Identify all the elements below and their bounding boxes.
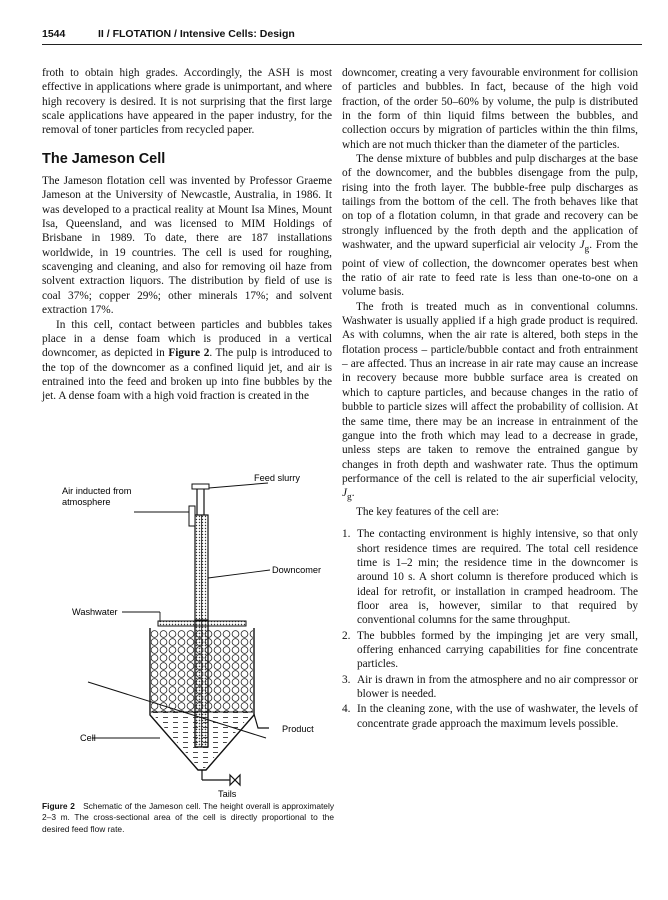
label-tails: Tails bbox=[218, 789, 237, 799]
paragraph-history: The Jameson flotation cell was invented by Professor Graeme Jameson at the University of Newcastle, Australia, in 1986. It was developed to a practical reality at Mount Isa Mines, Mount Isa, Queensland, and was licensed to MIM Holdings of Brisbane in 1989. To date, there are 187 installations worldwide, in 19 countries. The cell is used for roughing, scavenging and cleaning, and also for removing oil haze from solvent extraction liquors. The distribution by field of use is coal 37%; copper 29%; other minerals 17%; and solvent extraction 17%. bbox=[42, 175, 332, 317]
jg-subscript-2: g bbox=[347, 492, 352, 503]
tails-valve-icon bbox=[230, 775, 240, 785]
mechanism-text-b: . The pulp is introduced to the top of the downcomer as a confined liquid jet, and air is entrained into the feed and broken up into fine bubbles by the jet. A dense foam with a high void fraction is created in the bbox=[42, 347, 332, 403]
label-air-inducted-1: Air inducted from bbox=[62, 486, 132, 496]
tails-pipe bbox=[202, 770, 240, 785]
paragraph-froth bbox=[342, 152, 638, 300]
label-washwater: Washwater bbox=[72, 607, 118, 617]
label-air-inducted-2: atmosphere bbox=[62, 497, 111, 507]
page-number: 1544 bbox=[42, 28, 66, 40]
paragraph-downcomer: downcomer, creating a very favourable environment for collision of particles and bubbles. In fact, because of the high void fraction, of the order 50–60% by volume, the pulp is distributed in the form of thin liquid films between the bubbles, and collection occurs by migration of particles within the thin films, which are not much thicker than the diameter of the particles. bbox=[342, 67, 638, 151]
flotation-cell-tank bbox=[150, 620, 254, 770]
label-downcomer: Downcomer bbox=[272, 565, 322, 575]
figure-caption bbox=[42, 801, 334, 835]
section-heading: The Jameson Cell bbox=[42, 150, 166, 167]
feed-pipe bbox=[192, 483, 268, 515]
jg-subscript: g bbox=[584, 244, 590, 255]
air-inlet bbox=[134, 506, 195, 526]
paragraph-intro: froth to obtain high grades. Accordingly, the ASH is most effective in applications where grade is unimportant, and where high recovery is desired. It is not surprising that the first large scale applications have appeared in the paper industry, for the removal of toner particles from recycled paper. bbox=[42, 67, 332, 137]
right-column bbox=[342, 66, 638, 732]
list-item: 1. The contacting environment is highly intensive, so that only short residence times are required. The total cell residence time is 1–2 min; the residence time in the downcomer is around 10 s. A short column is therefore produced which is ideal for retrofit, or installation in cramped headroom. The floor area is, however, similar to that required by conventional columns for the same throughput. bbox=[342, 528, 638, 627]
product-launder bbox=[254, 714, 269, 728]
paragraph-key-features: The key features of the cell are: bbox=[356, 505, 500, 518]
washwater-text-b: . bbox=[351, 487, 355, 500]
froth-text-b: . From the point of view of collection, the downcomer operates best when the ratio of air rate to feed rate is less than one-to-one on a volume basis. bbox=[342, 239, 638, 299]
list-item: 3. Air is drawn in from the atmosphere and no air compressor or blower is needed. bbox=[342, 673, 638, 700]
jg-symbol: J bbox=[579, 239, 585, 252]
left-column bbox=[42, 66, 332, 404]
list-item: 2. The bubbles formed by the impinging jet are very small, offering enhanced carrying capabilities for fine concentrate particles. bbox=[342, 629, 638, 671]
running-title: II / FLOTATION / Intensive Cells: Design bbox=[98, 28, 295, 40]
paragraph-washwater bbox=[342, 300, 638, 505]
label-product: Product bbox=[282, 724, 314, 734]
paragraph-mechanism bbox=[42, 318, 332, 404]
jg-symbol-2: J bbox=[342, 487, 348, 500]
running-header bbox=[42, 24, 642, 45]
list-item: 4. In the cleaning zone, with the use of washwater, the levels of concentrate grade approach the maximum levels possible. bbox=[342, 703, 638, 730]
froth-text-a: The dense mixture of bubbles and pulp discharges at the base of the downcomer, and the bubbles disengage from the pulp, rising into the froth layer. The bubble-free pulp discharges as tailings from the bottom of the cell. The froth behaves like that on top of a flotation column, in that grade and recovery can be strongly influenced by the froth depth and the application of washwater, and the upward superficial air velocity bbox=[342, 153, 638, 252]
mechanism-text-a: In this cell, contact between particles and bubbles takes place in a dense foam which is produced in a vertical downcomer, as depicted in bbox=[42, 318, 332, 360]
washwater-text-a: The froth is treated much as in conventional columns. Washwater is usually applied if a high grade product is required. As with columns, when the air rate is altered, both steps in the flotation process – particle/bubble contact and froth entrainment – are affected. Thus an increase in air rate may cause an increase in recovery because more bubble surface area is created on which to capture particles, and because changes in the ratio of bubble to particle sizes will affect the probability of collision. At the same time, there may be an increase in entrainment of the gangue into the froth which may lead to a decrease in grade, unless steps are taken to remove the entrained gangue by changes in froth depth and washwater rate. Thus the optimum performance of the cell is related to the air superficial velocity, bbox=[342, 300, 638, 485]
jameson-cell-schematic bbox=[42, 470, 342, 805]
figure-reference[interactable]: Figure 2 bbox=[168, 347, 210, 360]
jameson-cell-figure bbox=[42, 470, 342, 805]
caption-text: Schematic of the Jameson cell. The height overall is approximately 2–3 m. The cross-sectional area of the cell is directly proportional to the desired feed flow rate. bbox=[42, 801, 335, 834]
caption-label: Figure 2 bbox=[42, 801, 75, 811]
label-cell: Cell bbox=[80, 733, 96, 743]
feature-list bbox=[342, 527, 638, 731]
label-feed-slurry: Feed slurry bbox=[254, 473, 300, 483]
